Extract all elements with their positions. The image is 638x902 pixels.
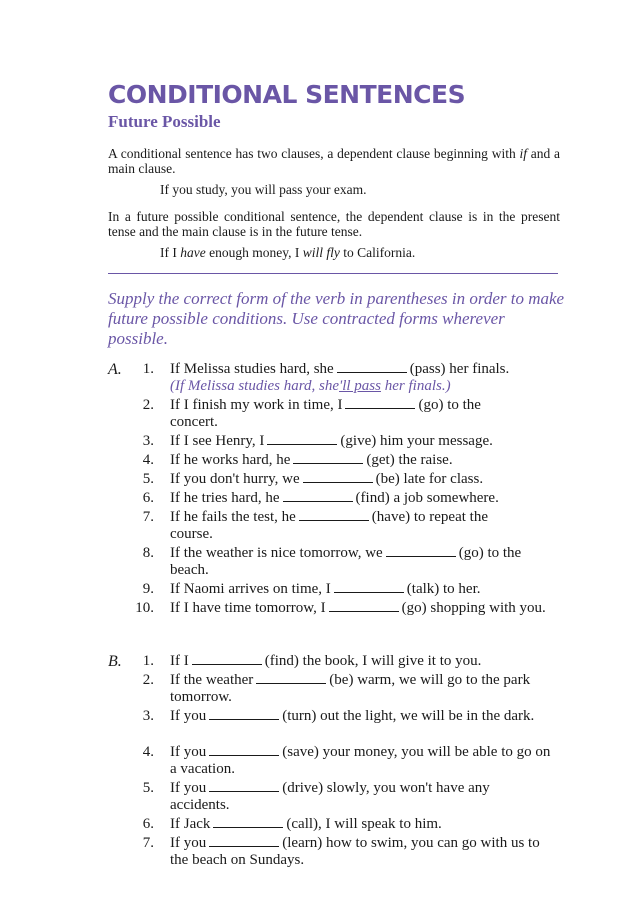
ex2-part-c: to California. bbox=[339, 245, 416, 260]
page-subtitle: Future Possible bbox=[108, 112, 221, 131]
b4-number: 4. bbox=[142, 744, 154, 760]
answer-blank[interactable] bbox=[209, 708, 279, 720]
a10-post: (go) shopping with you. bbox=[401, 600, 546, 616]
answer-blank[interactable] bbox=[299, 509, 369, 521]
a5-number: 5. bbox=[142, 471, 154, 487]
answer-blank[interactable] bbox=[345, 397, 415, 409]
a10-number: 10. bbox=[135, 600, 154, 616]
a8-post: (go) to the beach. bbox=[170, 545, 522, 578]
a9-text bbox=[170, 581, 560, 598]
b5-post: (drive) slowly, you won't have any accidents. bbox=[170, 780, 490, 813]
b2-post: (be) warm, we will go to the park tomorrow. bbox=[170, 672, 531, 705]
a2-pre: If I finish my work in time, I bbox=[170, 397, 343, 413]
a4-post: (get) the raise. bbox=[366, 452, 453, 468]
b7-text bbox=[170, 835, 550, 869]
a3-number: 3. bbox=[142, 433, 154, 449]
a5-pre: If you don't hurry, we bbox=[170, 471, 300, 487]
a2-post: (go) to the concert. bbox=[170, 397, 481, 430]
model-a: (If Melissa studies hard, she bbox=[170, 378, 340, 394]
answer-blank[interactable] bbox=[386, 545, 456, 557]
a7-pre: If he fails the test, he bbox=[170, 509, 296, 525]
model-underlined: 'll pass bbox=[339, 378, 381, 394]
a9-number: 9. bbox=[142, 581, 154, 597]
answer-blank[interactable] bbox=[329, 600, 399, 612]
answer-blank[interactable] bbox=[293, 452, 363, 464]
intro-p1-if: if bbox=[519, 146, 527, 161]
a1-text bbox=[170, 361, 560, 378]
page-title: CONDITIONAL SENTENCES bbox=[108, 80, 466, 109]
b7-pre: If you bbox=[170, 835, 207, 851]
intro-p1-text: A conditional sentence has two clauses, a dependent clause beginning with bbox=[108, 146, 520, 161]
b4-pre: If you bbox=[170, 744, 207, 760]
ex2-have: have bbox=[180, 245, 206, 260]
section-a-label: A. bbox=[108, 361, 122, 378]
b1-number: 1. bbox=[142, 653, 154, 669]
a8-number: 8. bbox=[142, 545, 154, 561]
answer-blank[interactable] bbox=[209, 835, 279, 847]
model-b: her finals.) bbox=[380, 378, 451, 394]
a3-post: (give) him your message. bbox=[340, 433, 493, 449]
a2-number: 2. bbox=[142, 397, 154, 413]
answer-blank[interactable] bbox=[267, 433, 337, 445]
b3-number: 3. bbox=[142, 708, 154, 724]
a4-text bbox=[170, 452, 560, 469]
a6-pre: If he tries hard, he bbox=[170, 490, 280, 506]
a6-post: (find) a job somewhere. bbox=[355, 490, 499, 506]
b6-pre: If Jack bbox=[170, 816, 211, 832]
b5-text bbox=[170, 780, 530, 814]
b4-post: (save) your money, you will be able to go on a vacation. bbox=[170, 744, 551, 777]
a9-pre: If Naomi arrives on time, I bbox=[170, 581, 331, 597]
intro-example-2 bbox=[160, 245, 415, 261]
b6-text bbox=[170, 816, 560, 833]
b5-pre: If you bbox=[170, 780, 207, 796]
b1-post: (find) the book, I will give it to you. bbox=[264, 653, 482, 669]
a7-post: (have) to repeat the course. bbox=[170, 509, 488, 542]
a4-pre: If he works hard, he bbox=[170, 452, 291, 468]
answer-blank[interactable] bbox=[256, 672, 326, 684]
b2-pre: If the weather bbox=[170, 672, 254, 688]
a5-text bbox=[170, 471, 560, 488]
a1-model-answer bbox=[170, 378, 560, 395]
a3-text bbox=[170, 433, 560, 450]
a6-number: 6. bbox=[142, 490, 154, 506]
a6-text bbox=[170, 490, 560, 507]
ex2-will-fly: will fly bbox=[302, 245, 340, 260]
a9-post: (talk) to her. bbox=[406, 581, 481, 597]
answer-blank[interactable] bbox=[209, 744, 279, 756]
exercise-instructions: Supply the correct form of the verb in parentheses in order to make future possible conditions. Use contracted forms wherever possible. bbox=[108, 289, 565, 348]
answer-blank[interactable] bbox=[192, 653, 262, 665]
b6-post: (call), I will speak to him. bbox=[286, 816, 442, 832]
a5-post: (be) late for class. bbox=[375, 471, 484, 487]
answer-blank[interactable] bbox=[334, 581, 404, 593]
a1-post: (pass) her finals. bbox=[409, 361, 510, 377]
a10-pre: If I have time tomorrow, I bbox=[170, 600, 326, 616]
a7-text bbox=[170, 509, 530, 543]
b5-number: 5. bbox=[142, 780, 154, 796]
answer-blank[interactable] bbox=[283, 490, 353, 502]
b4-text bbox=[170, 744, 555, 778]
section-divider bbox=[108, 273, 558, 274]
b2-number: 2. bbox=[142, 672, 154, 688]
answer-blank[interactable] bbox=[213, 816, 283, 828]
ex2-part-a: If I bbox=[160, 245, 181, 260]
a7-number: 7. bbox=[142, 509, 154, 525]
intro-example-1: If you study, you will pass your exam. bbox=[160, 182, 367, 197]
answer-blank[interactable] bbox=[209, 780, 279, 792]
intro-p1-tail: and a main clause. bbox=[108, 146, 561, 176]
a4-number: 4. bbox=[142, 452, 154, 468]
section-b-label: B. bbox=[108, 653, 122, 670]
b3-post: (turn) out the light, we will be in the dark. bbox=[282, 708, 535, 724]
a1-number: 1. bbox=[142, 361, 154, 377]
b2-text bbox=[170, 672, 545, 706]
intro-paragraph-1 bbox=[108, 146, 560, 176]
b1-pre: If I bbox=[170, 653, 189, 669]
a8-pre: If the weather is nice tomorrow, we bbox=[170, 545, 383, 561]
answer-blank[interactable] bbox=[303, 471, 373, 483]
a2-text bbox=[170, 397, 520, 431]
b3-pre: If you bbox=[170, 708, 207, 724]
a8-text bbox=[170, 545, 545, 579]
a1-pre: If Melissa studies hard, she bbox=[170, 361, 334, 377]
b3-text bbox=[170, 708, 545, 725]
b1-text bbox=[170, 653, 560, 670]
b7-post: (learn) how to swim, you can go with us to the beach on Sundays. bbox=[170, 835, 540, 868]
a10-text bbox=[170, 600, 555, 617]
b7-number: 7. bbox=[142, 835, 154, 851]
a3-pre: If I see Henry, I bbox=[170, 433, 265, 449]
b6-number: 6. bbox=[142, 816, 154, 832]
intro-paragraph-2: In a future possible conditional sentence, the dependent clause is in the present tense and the main clause is in the future tense. bbox=[108, 209, 560, 239]
answer-blank[interactable] bbox=[337, 361, 407, 373]
ex2-part-b: enough money, I bbox=[205, 245, 303, 260]
